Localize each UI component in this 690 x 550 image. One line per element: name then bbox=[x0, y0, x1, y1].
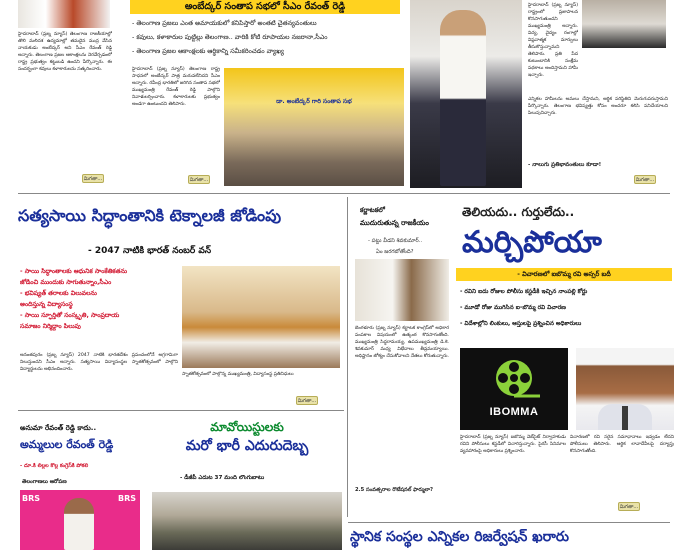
revanth-sub: - దూ.కి లిల్లల కొల్ల కంగ్రెస్‌కి పోకలి bbox=[20, 463, 89, 469]
top-right-footer: - నాలుగు ప్రతిభావంతులు కూడా! bbox=[528, 162, 602, 168]
portrait-photo-topleft bbox=[18, 0, 110, 28]
ibomma-logo-box bbox=[460, 348, 568, 430]
maoist-surrender-photo bbox=[152, 492, 342, 550]
ibomma-bar-text: - విచారణలో ఐబొమ్మ రవి అస్సర్ బదీ bbox=[517, 270, 611, 278]
divider-mid-left bbox=[18, 410, 344, 411]
standing-man-photo bbox=[410, 0, 522, 188]
ibomma-kicker: తెలియదు.. గుర్తులేదు.. bbox=[462, 205, 575, 219]
brs-logo-2: BRS bbox=[118, 494, 137, 503]
sathya-bullet-3a: - సాయి స్ఫూర్తితో సంస్కృతి, సాంప్రదాయ bbox=[20, 312, 120, 319]
sathya-subhead: - 2047 నాటికి భారత్ నంబర్ వన్ bbox=[88, 246, 212, 256]
more-link-topmid[interactable]: మిగతా... bbox=[189, 177, 209, 183]
revanth-kicker: అనుమా రేవంత్ రెడ్డి కాదు.. bbox=[20, 424, 97, 432]
sathya-bullet-1a: - సాయి సిద్ధాంతాలకు ఆధునిక సాంకేతికతను bbox=[20, 268, 127, 275]
ibomma-ravi-portrait bbox=[576, 348, 674, 430]
sathya-bullet-list bbox=[20, 266, 178, 332]
local-elections-headline: స్థానిక సంస్థల ఎన్నికల రిజర్వేషన్ ఖరారు bbox=[350, 529, 569, 545]
sathya-bullet-3b: సమాజం నిర్మిద్దాం పిలుపు bbox=[20, 323, 81, 330]
top-bullet-1: - తెలంగాణ ప్రజలు ఎంత అమాయకులో కనిపిస్తారో అంతటి చైతన్యవంతులు bbox=[132, 19, 317, 27]
ibomma-article-text-2: విచారణలో రవి సరైన సమాధానాలు ఇవ్వడం లేదని పోలీసులు తెలిపారు. ఆర్థిక లావాదేవీలపై దర్యాప్తు కొనసాగుతోంది. bbox=[570, 435, 674, 454]
top-bullet-3: - తెలంగాణ ప్రజల ఆకాంక్షలకు ఆర్థికాన్ని సమీకరించడం వ్యాఖ్య bbox=[132, 47, 284, 55]
sathya-headline: సత్యసాయి సిద్ధాంతానికి టెక్నాలజీ జోడింపు bbox=[18, 206, 282, 225]
top-left-article-text: హైదరాబాద్ (ప్రజ్న న్యూస్) తెలంగాణ రాజకీయాల్లో తొలి మలిదశ ఉద్యమాల్లో తమదైన ముద్ర వేసిన నాయకుడు అంబేద్కర్ అని సీఎం రేవంత్ రెడ్డి అన్నారు. తెలంగాణ ప్రజల ఆకాంక్షలను నెరవేర్చడంలో రాష్ట్ర ప్రభుత్వం కట్టుబడి ఉందని పేర్కొన్నారు. ఈ సందర్భంగా కవులు కళాకారులను సత్కరించారు. bbox=[18, 32, 112, 72]
brs-logo-1: BRS bbox=[22, 494, 41, 503]
stage-banner-text: డా. అంబేద్కర్ గారి సంతాప సభ bbox=[276, 98, 352, 105]
karnataka-leaders-photo bbox=[355, 259, 449, 321]
sathya-bullet-2b: అందిస్తున్న విద్యాసంస్థ bbox=[20, 301, 73, 308]
top-bullet-2: - కవులు, కళాకారుల పుట్టిల్లు తెలంగాణ.. వారికి కోటి రూపాయల నజరానా,సీఎం bbox=[132, 33, 328, 41]
divider-bottom-right bbox=[348, 522, 670, 523]
ibomma-logo-text: IBOMMA bbox=[489, 406, 539, 418]
karnataka-foot: 2.5 సంవత్సరాల రొటేషనల్ ఫార్ములా? bbox=[355, 487, 434, 493]
tie-shape bbox=[622, 406, 628, 430]
karnataka-question-2: ఏం జరగబోతోంది? bbox=[376, 249, 414, 255]
ibomma-bullet-2: - మూడో రోజు ముగిసిన ఐ-బొమ్మ రవి విచారణ bbox=[460, 305, 566, 311]
more-link-topright[interactable]: మిగతా... bbox=[635, 177, 655, 183]
maoist-headline-2: మరో భారీ ఎదురుదెబ్బ bbox=[185, 438, 309, 454]
karnataka-kicker-1: కర్ణాటకలో bbox=[360, 206, 385, 214]
sathya-bullet-1b: జోడించి ముందుకు సాగుతున్నాం,సీఎం bbox=[20, 279, 112, 286]
divider-top bbox=[18, 193, 670, 194]
karnataka-question-1: - పట్టు వీడని శివకుమార్.. bbox=[368, 238, 423, 244]
divider-vertical-karnataka bbox=[347, 197, 348, 517]
convocation-photo bbox=[182, 266, 340, 368]
maoist-sub: - డీజీపీ ఎదుట 37 మంది లొంగుబాటు bbox=[180, 475, 265, 481]
podium-speaker-photo bbox=[582, 0, 666, 48]
stage-event-photo bbox=[224, 68, 404, 186]
sathya-article-text: అనంతపురం (ప్రజ్న న్యూస్) 2047 నాటికి భారతదేశం ప్రపంచంలోనే అగ్రగామిగా నిలుస్తుందని సీఎం అన్నారు. సత్యసాయి విద్యాసంస్థల స్నాతకోత్సవంలో పాల్గొని విద్యార్థులను అభినందించారు. bbox=[20, 353, 178, 372]
maoist-headline-1: మావోయిస్టులకు bbox=[210, 420, 284, 434]
top-headline: అంబేద్కర్ సంతాప సభలో సీఎం రేవంత్ రెడ్డి bbox=[184, 1, 346, 12]
more-link-topleft[interactable]: మిగతా... bbox=[83, 176, 103, 182]
karnataka-article-text: బెంగళూరు (ప్రజ్న న్యూస్) కర్ణాటక కాంగ్రెస్‌లో అధికార పంపకాల విషయంలో ఉత్కంఠ కొనసాగుతోంది. ముఖ్యమంత్రి సిద్ధరామయ్య, ఉపముఖ్యమంత్రి డి.కె. శివకుమార్ మధ్య విభేదాలు తీవ్రమయ్యాయి. అధిష్టానం జోక్యం చేసుకోవాలని నేతలు కోరుతున్నారు. bbox=[355, 326, 449, 359]
brs-speaker-figure bbox=[64, 498, 94, 550]
sathya-bullet-2a: - భవిష్యత్ తరాలకు విలువలను bbox=[20, 290, 97, 297]
ibomma-bullet-1: - రవిని ఐదు రోజుల పోలీసు కస్టడీకి ఇచ్చిన నాంపల్లి కోర్టు bbox=[460, 289, 588, 295]
man-figure bbox=[440, 10, 486, 186]
revanth-headline: అమ్మలుల రేవంత్ రెడ్డి bbox=[20, 438, 114, 451]
revanth-sub-2: తెలంగాణలు ఆరోపణ bbox=[22, 479, 67, 485]
top-right-article-text: హైదరాబాద్ (ప్రజ్న న్యూస్) రాష్ట్రంలో ప్రజాపాలన కొనసాగుతుందని ముఖ్యమంత్రి అన్నారు. విద్య, వైద్యం రంగాల్లో విప్లవాత్మక మార్పులు తీసుకొస్తున్నామని తెలిపారు. ప్రతి పేద కుటుంబానికి సంక్షేమ పథకాలు అందిస్తామని హామీ ఇచ్చారు. bbox=[528, 3, 578, 78]
ibomma-bullet-3: - విదేశాల్లోని లింకులు, ఆస్తులపై ప్రశ్నించిన అధికారులు bbox=[460, 321, 582, 327]
sathya-caption: స్నాతకోత్సవంలో పాల్గొన్న ముఖ్యమంత్రి, విద్యాసంస్థ ప్రతినిధులు bbox=[182, 372, 294, 377]
more-link-sathya[interactable]: మిగతా... bbox=[297, 398, 317, 404]
ibomma-headline: మర్చిపోయా bbox=[462, 225, 602, 260]
top-right-article-text-2: ఎన్నికల హామీలను అమలు చేస్తామని, ఆర్థిక పరిస్థితిని మెరుగుపరుస్తామని పేర్కొన్నారు. తెలంగాణ భవిష్యత్తు కోసం అందరూ కలిసి పనిచేయాలని పిలుపునిచ్చారు. bbox=[528, 97, 668, 116]
karnataka-kicker-2: ముదురుతున్న రాజకీయం bbox=[360, 219, 429, 227]
ibomma-article-text-1: హైదరాబాద్ (ప్రజ్న న్యూస్) ఐబొమ్మ వెబ్‌సైట్ నిర్వాహకుడు రవిని పోలీసులు కస్టడీలో విచారిస్తున్నారు. పైరసీ సినిమాల వ్యవహారంపై అధికారులు ప్రశ్నించారు. bbox=[460, 435, 566, 454]
brs-photo bbox=[20, 490, 140, 550]
more-link-ibomma[interactable]: మిగతా... bbox=[619, 504, 639, 510]
top-mid-article-text: హైదరాబాద్ (ప్రజ్న న్యూస్) తెలంగాణ రాష్ట్ర సాధనలో అంబేద్కర్ పాత్ర మరువలేనిదని సీఎం అన్నారు. రవీంద్ర భారతిలో జరిగిన సంతాప సభలో ముఖ్యమంత్రి రేవంత్ రెడ్డి పాల్గొని నివాళులర్పించారు. కళాకారులకు ప్రభుత్వం అండగా ఉంటుందని తెలిపారు. bbox=[132, 67, 220, 107]
